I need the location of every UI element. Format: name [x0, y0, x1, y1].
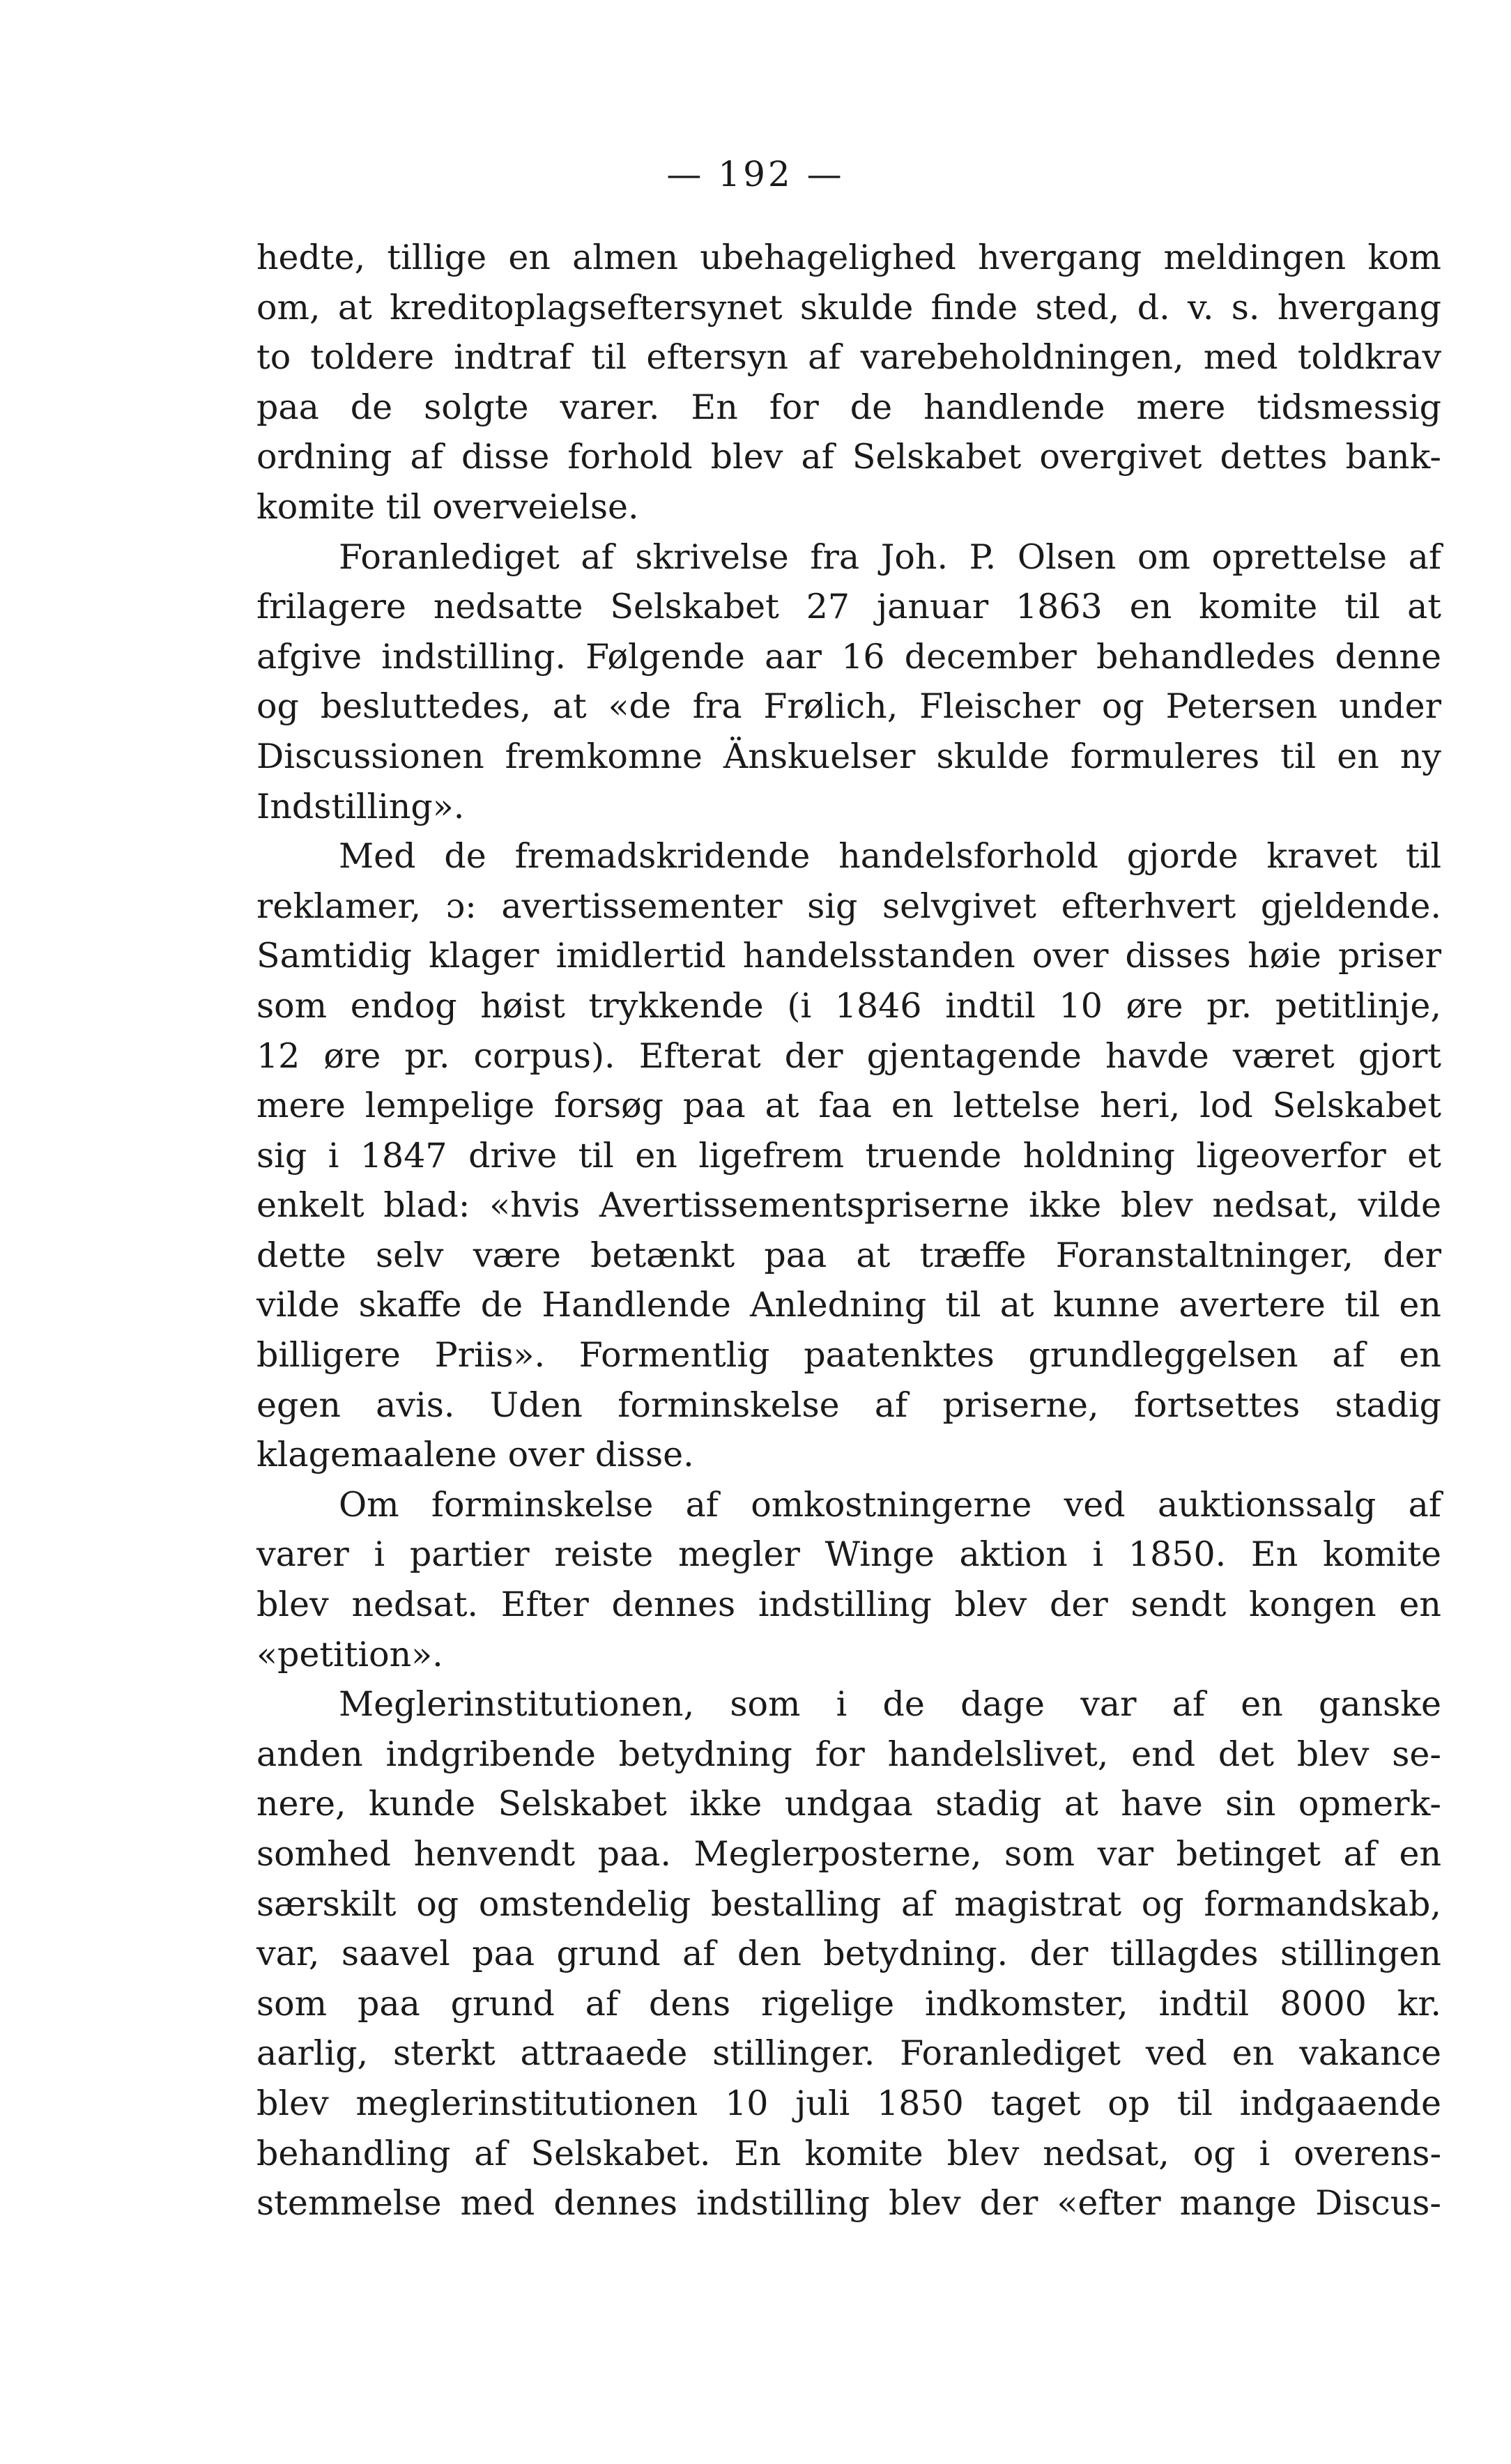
text-line: Med de fremadskridende handelsforhold gjorde kravet til — [339, 836, 1441, 877]
text-line: 12 øre pr. corpus). Efterat der gjentagende havde været gjort — [256, 1035, 1441, 1076]
text-line: komite til overveielse. — [256, 486, 639, 527]
text-line: Om forminskelse af omkostningerne ved auktionssalg af — [339, 1484, 1441, 1525]
text-line: ordning af disse forhold blev af Selskabet overgivet dettes bank- — [256, 437, 1441, 477]
text-line: blev nedsat. Efter dennes indstilling blev der sendt kongen en — [256, 1585, 1441, 1625]
text-line: klagemaalene over disse. — [256, 1435, 694, 1475]
text-line: behandling af Selskabet. En komite blev nedsat, og i overens- — [256, 2133, 1441, 2173]
text-line: og besluttedes, at «de fra Frølich, Fleischer og Petersen under — [256, 686, 1441, 727]
text-line: varer i partier reiste megler Winge aktion i 1850. En komite — [256, 1534, 1441, 1575]
text-line: var, saavel paa grund af den betydning. der tillagdes stillingen — [256, 1934, 1441, 1974]
text-line: Indstilling». — [256, 786, 465, 826]
text-line: Meglerinstitutionen, som i de dage var af en ganske — [339, 1684, 1441, 1725]
text-line: paa de solgte varer. En for de handlende mere tidsmessig — [256, 387, 1441, 427]
text-line: aarlig, sterkt attraaede stillinger. Foranlediget ved en vakance — [256, 2033, 1441, 2074]
text-line: dette selv være betænkt paa at træffe Foranstaltninger, der — [256, 1235, 1441, 1275]
text-line: enkelt blad: «hvis Avertissementspriserne ikke blev nedsat, vilde — [256, 1185, 1441, 1226]
text-line: somhed henvendt paa. Meglerposterne, som var betinget af en — [256, 1834, 1441, 1874]
text-line: som endog høist trykkende (i 1846 indtil 10 øre pr. petitlinje, — [256, 985, 1441, 1026]
text-line: Foranlediget af skrivelse fra Joh. P. Olsen om oprettelse af — [339, 537, 1441, 577]
text-line: hedte, tillige en almen ubehagelighed hvergang meldingen kom — [256, 238, 1441, 277]
text-line: egen avis. Uden forminskelse af priserne, fortsettes stadig — [256, 1385, 1441, 1425]
text-line: reklamer, ɔ: avertissementer sig selvgivet efterhvert gjeldende. — [256, 886, 1441, 926]
text-line: afgive indstilling. Følgende aar 16 december behandledes denne — [256, 636, 1441, 677]
text-line: blev meglerinstitutionen 10 juli 1850 taget op til indgaaende — [256, 2083, 1441, 2123]
text-line: nere, kunde Selskabet ikke undgaa stadig at have sin opmerk- — [256, 1784, 1441, 1824]
text-line: vilde skaffe de Handlende Anledning til at kunne avertere til en — [256, 1285, 1441, 1325]
text-line: sig i 1847 drive til en ligefrem truende holdning ligeoverfor et — [256, 1135, 1441, 1176]
text-line: «petition». — [256, 1634, 443, 1674]
text-line: frilagere nedsatte Selskabet 27 januar 1863 en komite til at — [256, 587, 1441, 627]
text-line: om, at kreditoplagseftersynet skulde finde sted, d. v. s. hvergang — [256, 287, 1441, 328]
text-line: stemmelse med dennes indstilling blev der «efter mange Discus- — [256, 2183, 1441, 2224]
text-line: to toldere indtraf til eftersyn af varebeholdningen, med toldkrav — [256, 337, 1441, 378]
text-line: som paa grund af dens rigelige indkomster, indtil 8000 kr. — [256, 1983, 1441, 2024]
text-line: mere lempelige forsøg paa at faa en lettelse heri, lod Selskabet — [256, 1086, 1441, 1126]
text-line: Discussionen fremkomne Änskuelser skulde formuleres til en ny — [256, 736, 1441, 776]
text-line: billigere Priis». Formentlig paatenktes grundleggelsen af en — [256, 1335, 1441, 1376]
body-text — [256, 233, 1441, 2228]
text-line: særskilt og omstendelig bestalling af magistrat og formandskab, — [256, 1884, 1441, 1924]
text-line: anden indgribende betydning for handelslivet, end det blev se- — [256, 1734, 1441, 1774]
page-number: — 192 — — [666, 154, 845, 194]
text-line: Samtidig klager imidlertid handelsstanden over disses høie priser — [256, 936, 1441, 976]
